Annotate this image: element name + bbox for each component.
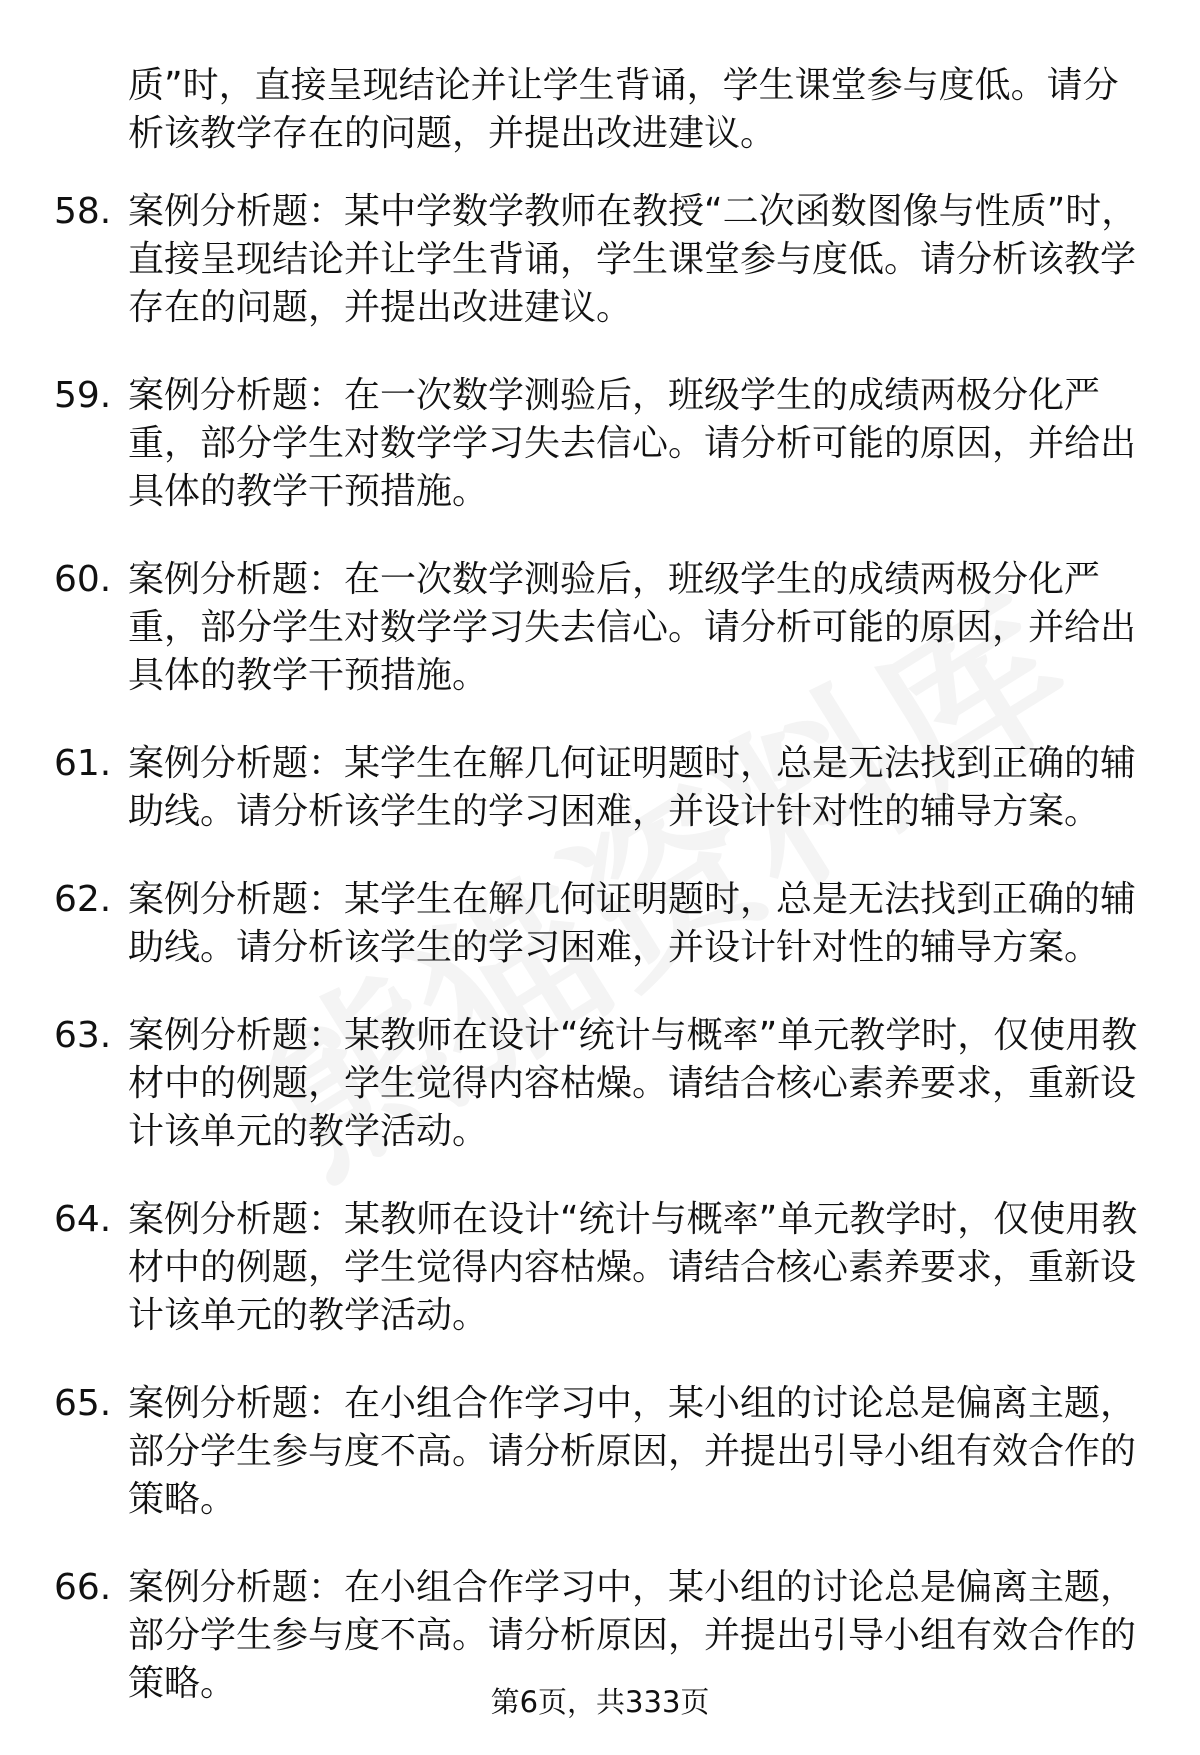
question-number: 58. bbox=[54, 191, 112, 232]
question-text: 案例分析题：在一次数学测验后，班级学生的成绩两极分化严重，部分学生对数学学习失去信心。请分析可能的原因，并给出具体的教学干预措施。 bbox=[128, 375, 1137, 512]
question-text: 案例分析题：某教师在设计“统计与概率”单元教学时，仅使用教材中的例题，学生觉得内容枯燥。请结合核心素养要求，重新设计该单元的教学活动。 bbox=[128, 1199, 1138, 1336]
question-text: 案例分析题：在小组合作学习中，某小组的讨论总是偏离主题，部分学生参与度不高。请分析原因，并提出引导小组有效合作的策略。 bbox=[128, 1567, 1137, 1704]
page-footer: 第6页，共333页 bbox=[490, 1685, 710, 1719]
question-number: 65. bbox=[54, 1383, 112, 1424]
question-text: 案例分析题：某学生在解几何证明题时，总是无法找到正确的辅助线。请分析该学生的学习困难，并设计针对性的辅导方案。 bbox=[128, 879, 1137, 968]
question-text: 案例分析题：在小组合作学习中，某小组的讨论总是偏离主题，部分学生参与度不高。请分析原因，并提出引导小组有效合作的策略。 bbox=[128, 1383, 1137, 1520]
question-item bbox=[0, 1012, 1200, 1156]
question-number: 60. bbox=[54, 559, 112, 600]
continued-question-text: 质”时，直接呈现结论并让学生背诵，学生课堂参与度低。请分析该教学存在的问题，并提出改进建议。 bbox=[128, 65, 1119, 154]
question-text: 案例分析题：某教师在设计“统计与概率”单元教学时，仅使用教材中的例题，学生觉得内容枯燥。请结合核心素养要求，重新设计该单元的教学活动。 bbox=[128, 1015, 1138, 1152]
question-number: 64. bbox=[54, 1199, 112, 1240]
question-number: 62. bbox=[54, 879, 112, 920]
question-text: 案例分析题：某中学数学教师在教授“二次函数图像与性质”时，直接呈现结论并让学生背诵，学生课堂参与度低。请分析该教学存在的问题，并提出改进建议。 bbox=[128, 191, 1138, 328]
question-item bbox=[0, 556, 1200, 700]
question-item bbox=[0, 1196, 1200, 1340]
question-text: 案例分析题：在一次数学测验后，班级学生的成绩两极分化严重，部分学生对数学学习失去信心。请分析可能的原因，并给出具体的教学干预措施。 bbox=[128, 559, 1137, 696]
question-list bbox=[0, 188, 1200, 1748]
question-number: 61. bbox=[54, 743, 112, 784]
question-item bbox=[0, 372, 1200, 516]
question-number: 66. bbox=[54, 1567, 112, 1608]
question-item bbox=[0, 876, 1200, 972]
question-number: 63. bbox=[54, 1015, 112, 1056]
question-item bbox=[0, 188, 1200, 332]
question-item bbox=[0, 1380, 1200, 1524]
question-item bbox=[0, 740, 1200, 836]
question-text: 案例分析题：某学生在解几何证明题时，总是无法找到正确的辅助线。请分析该学生的学习困难，并设计针对性的辅导方案。 bbox=[128, 743, 1137, 832]
question-number: 59. bbox=[54, 375, 112, 416]
